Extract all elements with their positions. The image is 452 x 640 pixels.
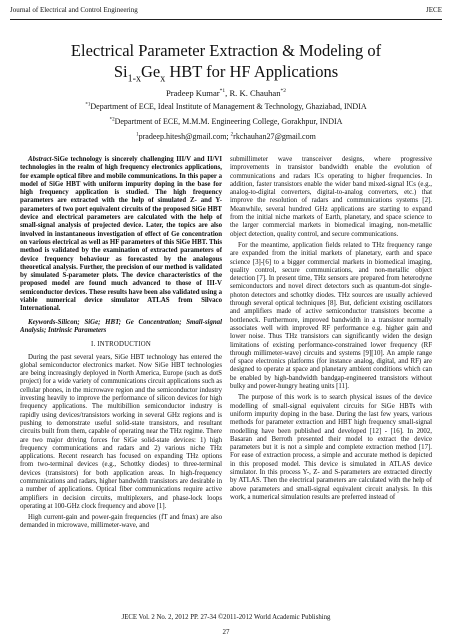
abstract-label: Abstract- [28, 156, 54, 163]
author-1: Pradeep Kumar [165, 88, 220, 98]
title-si: Si [113, 62, 128, 81]
author-2-mark: *2 [280, 88, 287, 95]
running-header [10, 6, 442, 20]
intro-paragraph-2: High current-gain and power-gain frequencies (fT and fmax) are also demanded in microwave, millimeter-wave, and [20, 514, 222, 530]
author-line [10, 88, 442, 98]
affiliation-1 [10, 102, 442, 111]
author-emails [10, 132, 442, 141]
email-2-mark: 2 [230, 132, 234, 138]
journal-citation-footer: JECE Vol. 2 No. 2, 2012 PP. 27-34 ©2011-2012 World Academic Publishing [121, 614, 331, 621]
keywords-label: Keywords- [28, 318, 58, 326]
title-sub-2: x [160, 73, 166, 85]
right-paragraph-3: The purpose of this work is to search physical issues of the device modelling of small-signal equivalent circuits for SiGe HBTs with uniform impurity doping in the base. During the last few years, various methods for parameter extraction and HBT high frequency small-signal modelling have been published and developed [12] - [16]. In 2002, Basaran and Berroth presented their model to extract the device parameters but it is not a simple and complete extraction method [17]. For ease of extraction process, a simple and accurate method is depicted in this proposed model. This device is simulated in ATLAS device simulator. In this process Y-, Z- and S-parameters are extracted directly by ATLAS. Then the electrical parameters are calculated with the help of above parameters and small-signal equivalent circuit analysis. In this work, a numerical simulation results are preferred instead of [230, 394, 432, 501]
right-paragraph-1: submillimeter wave transceiver designs, where progressive improvements in transistor bandwidth enable the evolution of communications and radars ICs operating to higher frequencies. In addition, faster transistors enable the wider band mixed-signal ICs (e.g., analog-to-digital converters, digital-to-analog converters, etc.) that improve the resolution of radars and communications systems [2]. Meanwhile, several hundred GHz applications are starting to expand from the initial niche markets of Earth, planetary, and space science to the larger commercial markets in biomedical imaging, non-metallic object detection, quality control, and secure communications. [230, 156, 432, 238]
affiliation-2-text: Department of ECE, M.M.M. Engineering College, Gorakhpur, INDIA [114, 117, 343, 126]
left-column [20, 156, 222, 611]
affiliation-1-mark: *1 [85, 102, 91, 108]
journal-abbrev: JECE [426, 6, 442, 14]
right-paragraph-2: For the meantime, application fields related to THz frequency range are expanded from the initial markets of planetary, earth and space science [3]-[6] to a bigger commercial markets in biomedical imaging, quality control, secure communications, and non-metallic object detection [7]. In present time, THz sensors are prepared from heterodyne semiconductors and novel direct detectors such as quantum-dot single-photon detectors and schottky diodes. THz sources are usually achieved through several optical techniques [8]. But, deficient existing oscillators and amplifiers made of active semiconductor transistors become a bottleneck. Furthermore, improved bandwidth in a transistor normally associates well with improved RF performance e.g. higher gain and lower noise. Thus THz transistors can significantly widen the design limitations of existing performance-constrained lower frequency (RF through millimeter-wave) circuits and systems [9][10]. An ample range of space electronics platforms (for instance analog, digital, and RF) are designed to operate at space and planetary ambient conditions which can be enabled by high-bandwidth bandgap-engineered transistors without bulky and power-hungry heating units [11]. [230, 241, 432, 391]
intro-paragraph-1: During the past several years, SiGe HBT technology has entered the global semiconductor electronics market. Now SiGe HBT technologies are being increasingly deployed in North America, Europe (such as dotS project) for a wide variety of communications circuit applications such as cellular phones, in the microwave region and the semiconductor industry investing heavily to improve the performance of silicon devices for high frequency applications. The multibillion semiconductor industry is rapidly using devices/transistors working in several GHz regions and is pushing to demonstrate useful solid-state transistors, and resultant circuits built from them, capable of operating near the THz regime. There are two major driving forces for SiGe solid-state devices: 1) high frequency communications and radars and 2) various niche THz applications. Recent research has focused on expanding THz options from two-terminal devices (e.g., Schottky diodes) to three-terminal devices (transistors) for both application areas. In high-frequency communications and radars, higher bandwidth transistors are desirable in a number of applications. Optical fiber communications require active amplifiers in decision circuits, multiplexers, and phase-lock loops operating at 100-GHz clock frequency and above [1]. [20, 353, 222, 510]
affiliation-2-mark: *2 [109, 117, 115, 123]
section-heading-introduction: I. INTRODUCTION [90, 341, 151, 349]
abstract-text: SiGe technology is sincerely challenging III/V and II/VI technologies in the realm of high frequency electronics applications, for example optical fibre and mobile communications. In this paper a model of SiGe HBT with uniform impurity doping in the base for high frequency application is studied. The high frequency parameters are extracted with the help of simulated Z- and Y- parameters of two port equivalent circuits of the proposed SiGe HBT device and electrical parameters are calculated with the help of small-signal analysis of projected device. Later, the topics are also involved in instantaneous investigation of effect of Ge concentration on various electrical as well as HF parameters of this SiGe HBT. This method is validated by the examination of extracted parameters of device frequency behaviour as forecasted by the analogous theoretical analysis. Further, the precision of our method is validated by simulated S-parameter plots. The device characteristics of the proposed model are found much advanced to those of III-V semiconductor devices. These results have been also validated using a viable numerical device simulator ATLAS from Silvaco International. [20, 156, 222, 313]
page-number: 27 [222, 628, 230, 636]
author-1-mark: *1 [219, 88, 226, 95]
title-rest: HBT for HF Applications [165, 62, 339, 81]
email-1-mark: 1 [136, 132, 139, 138]
paper-title [20, 40, 432, 85]
author-2: , R. K. Chauhan [225, 88, 281, 98]
title-sub-1: 1-x [127, 73, 141, 85]
affiliation-1-text: Department of ECE, Ideal Institute of Management & Technology, Ghaziabad, INDIA [90, 102, 367, 111]
keywords-text: Silicon; SiGe; HBT; Ge Concentration; Small-signal Analysis; Intrinsic Parameters [20, 318, 222, 334]
email-2[interactable]: rkchauhan27@gmail.com [233, 132, 316, 141]
abstract [20, 156, 222, 314]
right-column [230, 156, 432, 611]
keywords [20, 319, 222, 336]
title-line-1: Electrical Parameter Extraction & Modeling of [70, 41, 382, 60]
journal-name: Journal of Electrical and Control Engineering [10, 6, 138, 14]
affiliation-2 [10, 117, 442, 126]
title-ge: Ge [140, 62, 161, 81]
email-1[interactable]: pradeep.hitesh@gmail.com; [138, 132, 231, 141]
